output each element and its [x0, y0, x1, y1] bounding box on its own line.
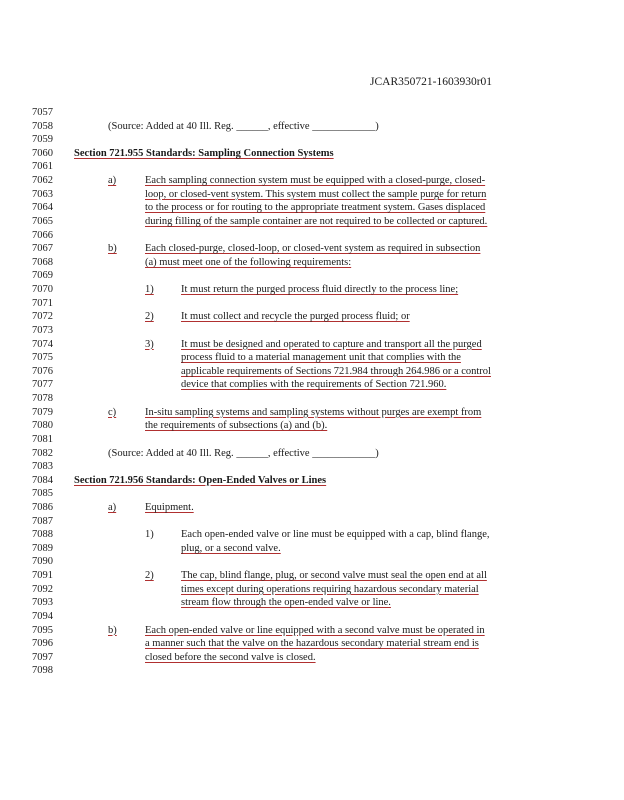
text-run: ) [375, 120, 379, 132]
line-text [145, 419, 327, 432]
text-run: applicable requirements of Sections 721.984 through 264.986 or a control [181, 365, 491, 377]
section-heading: Section 721.956 Standards: Open-Ended Valves or Lines [74, 474, 327, 486]
text-run: ) [375, 447, 379, 459]
line-number: 7060 [32, 147, 53, 159]
line-number: 7080 [32, 420, 53, 432]
text-run: during filling of the sample container are not required to be collected or captured. [145, 215, 488, 227]
text-run: It must return the purged process fluid directly to the process line; [181, 284, 459, 296]
line-number: 7073 [32, 324, 53, 336]
text-run: (a) must meet one of the following requirements: [145, 256, 352, 268]
text-run: b) [108, 624, 117, 636]
line-number: 7072 [32, 311, 53, 323]
line-number: 7071 [32, 297, 53, 309]
text-run: 1) [145, 529, 154, 541]
line-text [108, 447, 379, 460]
text-run: closed before the second valve is closed. [145, 651, 316, 663]
text-run: 3) [145, 338, 154, 350]
line-text [181, 528, 489, 541]
text-run: a) [108, 175, 117, 187]
line-text [145, 201, 485, 214]
line-text [145, 188, 486, 201]
line-number: 7076 [32, 365, 53, 377]
line-text [145, 215, 487, 228]
line-text [181, 310, 410, 323]
line-text [108, 624, 117, 637]
line-number: 7096 [32, 638, 53, 650]
line-text [145, 569, 154, 582]
line-number: 7075 [32, 352, 53, 364]
line-text [145, 310, 154, 323]
text-run: device that complies with the requirements of Section 721.960. [181, 379, 447, 391]
line-number: 7058 [32, 120, 53, 132]
line-text [108, 501, 116, 514]
line-text [145, 256, 351, 269]
text-run: stream flow through the open-ended valve or line. [181, 597, 391, 609]
line-number: 7063 [32, 188, 53, 200]
section-heading: Section 721.955 Standards: Sampling Connection Systems [74, 147, 334, 159]
line-number: 7084 [32, 474, 53, 486]
text-run: It must collect and recycle the purged process fluid; or [181, 311, 410, 323]
line-text [145, 174, 485, 187]
line-text [145, 637, 479, 650]
line-text [145, 406, 481, 419]
line-number: 7092 [32, 583, 53, 595]
line-number: 7065 [32, 215, 53, 227]
line-text [181, 542, 281, 555]
line-number: 7077 [32, 379, 53, 391]
text-run: , effective [267, 447, 313, 459]
line-number: 7088 [32, 529, 53, 541]
line-text [145, 528, 154, 541]
line-text [108, 120, 379, 133]
line-number: 7079 [32, 406, 53, 418]
text-run: Each sampling connection system must be equipped with a closed-purge, closed- [145, 175, 486, 187]
line-number: 7093 [32, 597, 53, 609]
text-run: times except during operations requiring hazardous secondary material [181, 583, 479, 595]
text-run: loop, or closed-vent system. This system must collect the sample purge for return [145, 188, 487, 200]
line-text [74, 147, 334, 160]
line-number: 7069 [32, 270, 53, 282]
line-text [181, 569, 487, 582]
line-text [108, 174, 116, 187]
line-number: 7086 [32, 501, 53, 513]
text-run: plug, or a second valve. [181, 542, 281, 554]
text-run: process fluid to a material management unit that complies with the [181, 352, 461, 364]
line-number: 7067 [32, 243, 53, 255]
line-number: 7094 [32, 610, 53, 622]
text-run: to the process or for routing to the appropriate treatment system. Gases displaced [145, 202, 486, 214]
line-number: 7091 [32, 570, 53, 582]
line-number: 7064 [32, 202, 53, 214]
text-run: the requirements of subsections (a) and (b). [145, 420, 328, 432]
document-id-header: JCAR350721-1603930r01 [370, 76, 493, 88]
line-number: 7078 [32, 393, 53, 405]
line-number: 7089 [32, 542, 53, 554]
fill-in-blank: ______ [236, 447, 268, 459]
text-run: Equipment. [145, 501, 194, 513]
line-text [145, 624, 485, 637]
line-number: 7098 [32, 665, 53, 677]
line-text [74, 474, 326, 487]
text-run: b) [108, 243, 117, 255]
text-run: Each open-ended valve or line must be equipped with a cap, blind flange, [181, 529, 490, 541]
line-text [145, 501, 194, 514]
line-number: 7095 [32, 624, 53, 636]
line-text [181, 338, 482, 351]
line-text [181, 351, 461, 364]
text-run: (Source: Added at 40 Ill. Reg. [108, 120, 237, 132]
line-text [181, 378, 446, 391]
line-number: 7085 [32, 488, 53, 500]
line-number: 7066 [32, 229, 53, 241]
line-text [145, 338, 154, 351]
line-number: 7082 [32, 447, 53, 459]
line-number: 7057 [32, 107, 53, 118]
line-text [181, 583, 479, 596]
text-run: It must be designed and operated to capture and transport all the purged [181, 338, 482, 350]
line-text [108, 406, 116, 419]
line-text [145, 651, 316, 664]
text-run: a) [108, 501, 117, 513]
text-run: 2) [145, 570, 154, 582]
line-number: 7061 [32, 161, 53, 173]
fill-in-blank: ____________ [312, 120, 376, 132]
fill-in-blank: ______ [236, 120, 268, 132]
line-number: 7083 [32, 461, 53, 473]
line-number: 7090 [32, 556, 53, 568]
line-text [108, 242, 117, 255]
text-run: 2) [145, 311, 154, 323]
fill-in-blank: ____________ [312, 447, 376, 459]
text-run: In-situ sampling systems and sampling systems without purges are exempt from [145, 406, 482, 418]
text-run: The cap, blind flange, plug, or second valve must seal the open end at all [181, 570, 487, 582]
text-run: a manner such that the valve on the hazardous secondary material stream end is [145, 638, 479, 650]
line-number: 7097 [32, 651, 53, 663]
line-text [181, 365, 491, 378]
line-text [145, 242, 480, 255]
line-text [145, 283, 154, 296]
text-run: c) [108, 406, 117, 418]
line-number: 7059 [32, 134, 53, 146]
line-text [181, 283, 458, 296]
text-run: , effective [267, 120, 313, 132]
text-run: 1) [145, 284, 154, 296]
line-number: 7068 [32, 256, 53, 268]
line-number: 7081 [32, 433, 53, 445]
text-run: Each closed-purge, closed-loop, or closed-vent system as required in subsection [145, 243, 481, 255]
text-run: (Source: Added at 40 Ill. Reg. [108, 447, 237, 459]
text-run: Each open-ended valve or line equipped with a second valve must be operated in [145, 624, 485, 636]
line-number: 7074 [32, 338, 53, 350]
line-number: 7062 [32, 175, 53, 187]
line-number: 7070 [32, 284, 53, 296]
line-number: 7087 [32, 515, 53, 527]
line-text [181, 596, 391, 609]
